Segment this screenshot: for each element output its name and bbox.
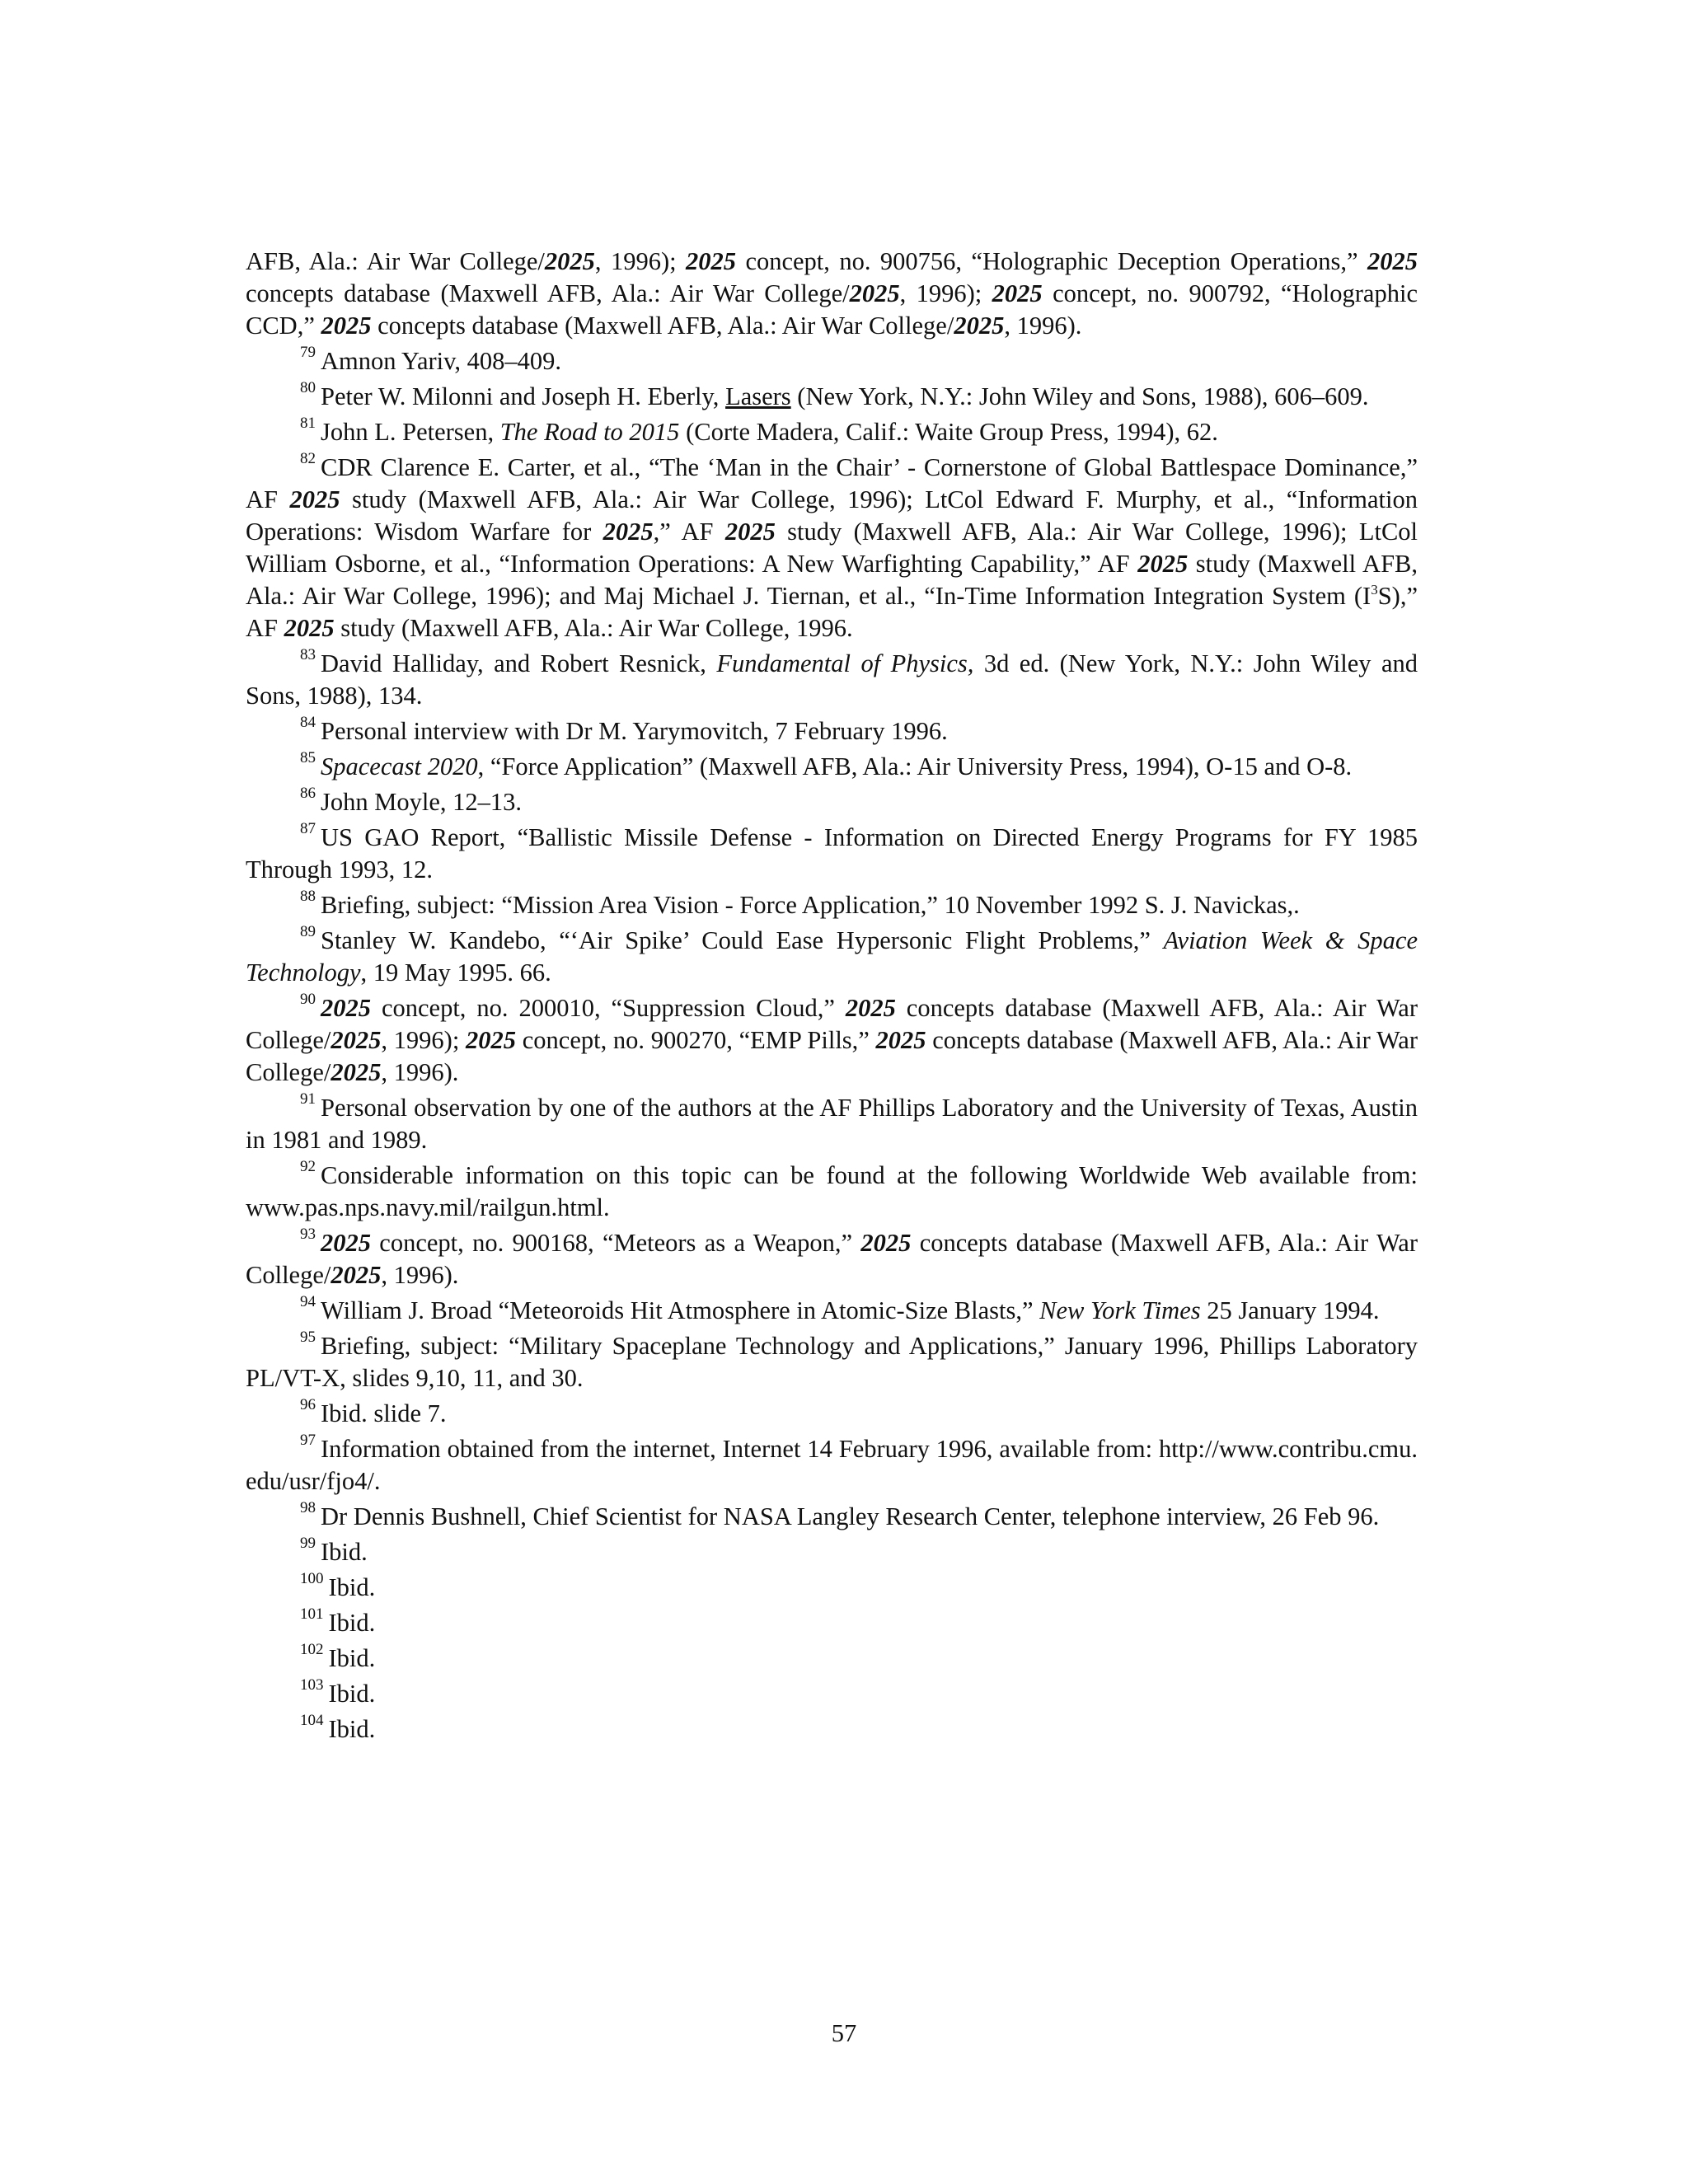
footnote-text: 25 January 1994. [1200, 1296, 1380, 1324]
footnote-text: David Halliday, and Robert Resnick, [321, 649, 717, 677]
footnote-text: (New York, N.Y.: John Wiley and Sons, 1988), 606–609. [790, 382, 1369, 410]
footnote-text: AFB, Ala.: Air War College/ [246, 247, 545, 275]
footnote-text: ,” AF [653, 518, 725, 546]
study-name: 2025 [544, 247, 595, 275]
study-name: 2025 [331, 1026, 382, 1054]
footnote-text: Dr Dennis Bushnell, Chief Scientist for NASA Langley Research Center, telephone interview, 26 Feb 96. [321, 1502, 1380, 1530]
footnote-number: 90 [300, 991, 316, 1008]
footnote-text: CDR Clarence E. Carter, et al., “The ‘Man in the Chair’ - Cornerstone of Global Battlespace Dominance,” AF [246, 453, 1418, 513]
footnote-text: concepts database (Maxwell AFB, Ala.: Air War College/ [246, 994, 1418, 1054]
footnote-text: study (Maxwell AFB, Ala.: Air War College, 1996); LtCol Edward F. Murphy, et al., “Information Operations: Wisdom Warfare for [246, 485, 1418, 546]
footnote-80 [246, 381, 1418, 413]
footnote-82 [246, 452, 1418, 644]
footnote-101 [246, 1607, 1418, 1639]
footnote-text: Personal interview with Dr M. Yarymovitch, 7 February 1996. [321, 717, 948, 745]
footnote-text: Ibid. [328, 1644, 376, 1672]
study-name: 2025 [466, 1026, 517, 1054]
page-number: 57 [831, 2019, 857, 2047]
footnote-84 [246, 715, 1418, 748]
footnote-number: 86 [300, 785, 316, 802]
footnote-text: , 1996). [381, 1261, 459, 1289]
study-name: 2025 [331, 1058, 382, 1086]
footnote-88 [246, 889, 1418, 921]
footnote-text: Ibid. slide 7. [321, 1399, 447, 1427]
footnote-number: 89 [300, 923, 316, 940]
footnote-text: Ibid. [328, 1609, 376, 1637]
footnote-text: Peter W. Milonni and Joseph H. Eberly, [321, 382, 726, 410]
footnote-text: Ibid. [321, 1538, 368, 1566]
footnote-number: 84 [300, 714, 316, 731]
footnote-100 [246, 1572, 1418, 1604]
footnote-99 [246, 1536, 1418, 1568]
footnote-81 [246, 416, 1418, 448]
footnote-text: John L. Petersen, [321, 418, 500, 446]
footnote-text: concept, no. 900168, “Meteors as a Weapon,” [371, 1229, 861, 1257]
footnote-text: concepts database (Maxwell AFB, Ala.: Air War College/ [246, 279, 850, 307]
footnote-text: John Moyle, 12–13. [321, 788, 522, 816]
footnote-94 [246, 1295, 1418, 1327]
footnote-97 [246, 1433, 1418, 1497]
footnote-text: study (Maxwell AFB, Ala.: Air War College, 1996. [334, 614, 853, 642]
study-name: 2025 [992, 279, 1043, 307]
footnote-number: 98 [300, 1499, 316, 1516]
footnote-text: , 1996); [594, 247, 687, 275]
footnote-text: (Corte Madera, Calif.: Waite Group Press, 1994), 62. [679, 418, 1218, 446]
study-name: 2025 [1367, 247, 1418, 275]
footnote-number: 88 [300, 888, 316, 905]
footnote-text: concept, no. 900756, “Holographic Deception Operations,” [736, 247, 1367, 275]
footnote-number: 83 [300, 646, 316, 663]
footnote-104 [246, 1713, 1418, 1746]
footnote-103 [246, 1678, 1418, 1710]
book-title: Lasers [725, 382, 791, 410]
footnote-98 [246, 1501, 1418, 1533]
footnote-number: 101 [300, 1605, 324, 1623]
journal-title: Aviation Week & Space Technology [246, 926, 1418, 987]
footnote-text: concept, no. 900792, “Holographic CCD,” [246, 279, 1418, 340]
footnote-87 [246, 822, 1418, 886]
newspaper-title: New York Times [1039, 1296, 1201, 1324]
footnote-83 [246, 648, 1418, 712]
footnote-90 [246, 992, 1418, 1089]
footnote-number: 79 [300, 344, 316, 361]
footnote-78-continuation [246, 246, 1418, 342]
study-name: 2025 [321, 994, 371, 1022]
footnote-number: 82 [300, 450, 316, 467]
footnote-text: , 1996); [899, 279, 992, 307]
study-name: 2025 [331, 1261, 382, 1289]
footnote-text: Information obtained from the internet, Internet 14 February 1996, available from: http://www.contribu.cmu. edu/usr/fjo4/. [246, 1435, 1418, 1495]
study-name: 2025 [860, 1229, 912, 1257]
footnote-text: concepts database (Maxwell AFB, Ala.: Air War College/ [371, 312, 954, 340]
footnote-number: 80 [300, 379, 316, 396]
footnote-text: Amnon Yariv, 408–409. [321, 347, 562, 375]
study-name: 2025 [321, 1229, 371, 1257]
footnote-85 [246, 751, 1418, 783]
footnote-86 [246, 786, 1418, 818]
footnote-91 [246, 1092, 1418, 1156]
study-name: 2025 [849, 279, 900, 307]
footnote-text: concept, no. 900270, “EMP Pills,” [516, 1026, 876, 1054]
footnote-number: 104 [300, 1712, 324, 1729]
footnote-102 [246, 1643, 1418, 1675]
footnote-number: 97 [300, 1432, 316, 1449]
footnote-text: , “Force Application” (Maxwell AFB, Ala.: Air University Press, 1994), O-15 and O-8. [477, 752, 1353, 780]
footnote-number: 99 [300, 1535, 316, 1552]
footnote-number: 87 [300, 820, 316, 837]
footnote-text: Ibid. [328, 1715, 376, 1743]
book-title: Fundamental of Physics, [716, 649, 974, 677]
footnote-number: 96 [300, 1396, 316, 1413]
footnote-95 [246, 1330, 1418, 1394]
footnote-text: Ibid. [328, 1573, 376, 1601]
footnote-96 [246, 1398, 1418, 1430]
footnote-text: 3d ed. (New York, N.Y.: John Wiley and Sons, 1988), 134. [246, 649, 1418, 710]
footnote-number: 103 [300, 1676, 324, 1694]
footnote-text: study (Maxwell AFB, Ala.: Air War College, 1996); and Maj Michael J. Tiernan, et al., “In-Time Information Integration System (I [246, 550, 1418, 610]
footnote-number: 92 [300, 1158, 316, 1175]
footnote-text: , 1996). [1004, 312, 1082, 340]
footnote-text: study (Maxwell AFB, Ala.: Air War College, 1996); LtCol William Osborne, et al., “Information Operations: A New Warfighting Capability,” AF [246, 518, 1418, 578]
study-name: 2025 [875, 1026, 926, 1054]
footnote-text: Personal observation by one of the authors at the AF Phillips Laboratory and the University of Texas, Austin in 1981 and 1989. [246, 1094, 1418, 1154]
footnote-92 [246, 1160, 1418, 1224]
footnote-89 [246, 925, 1418, 989]
footnote-number: 85 [300, 749, 316, 766]
footnotes-section [246, 246, 1418, 1749]
footnote-text: US GAO Report, “Ballistic Missile Defense - Information on Directed Energy Programs for FY 1985 Through 1993, 12. [246, 823, 1418, 883]
footnote-text: William J. Broad “Meteoroids Hit Atmosphere in Atomic-Size Blasts,” [321, 1296, 1040, 1324]
footnote-79 [246, 345, 1418, 377]
footnote-text: concepts database (Maxwell AFB, Ala.: Air War College/ [246, 1026, 1418, 1086]
footnote-text: concepts database (Maxwell AFB, Ala.: Air War College/ [246, 1229, 1418, 1289]
footnote-text: , 19 May 1995. 66. [360, 958, 551, 987]
study-name: 2025 [724, 518, 776, 546]
footnote-text: S),” AF [246, 582, 1418, 642]
study-name: 2025 [686, 247, 737, 275]
footnote-93 [246, 1227, 1418, 1291]
footnote-text: , 1996); [381, 1026, 467, 1054]
footnote-text: Briefing, subject: “Military Spaceplane Technology and Applications,” January 1996, Phillips Laboratory PL/VT-X, slides 9,10, 11, and 30. [246, 1332, 1418, 1392]
footnote-number: 95 [300, 1329, 316, 1346]
book-title: The Road to 2015 [499, 418, 680, 446]
footnote-number: 102 [300, 1641, 324, 1658]
study-name: 2025 [954, 312, 1005, 340]
footnote-number: 81 [300, 415, 316, 432]
study-name: 2025 [284, 614, 335, 642]
footnote-number: 93 [300, 1226, 316, 1243]
study-name: 2025 [1137, 550, 1189, 578]
footnote-number: 100 [300, 1570, 324, 1587]
footnote-number: 91 [300, 1090, 316, 1108]
study-name: 2025 [603, 518, 654, 546]
footnote-text: Ibid. [328, 1680, 376, 1708]
study-name: 2025 [321, 312, 372, 340]
footnote-text: concept, no. 200010, “Suppression Cloud,” [371, 994, 846, 1022]
footnote-number: 94 [300, 1293, 316, 1310]
footnote-text: Considerable information on this topic can be found at the following Worldwide Web available from: www.pas.nps.navy.mil/railgun.html. [246, 1161, 1418, 1221]
study-name: 2025 [845, 994, 896, 1022]
study-name: 2025 [289, 485, 340, 513]
book-title: Spacecast 2020 [321, 752, 478, 780]
footnote-text: Stanley W. Kandebo, “‘Air Spike’ Could Ease Hypersonic Flight Problems,” [321, 926, 1164, 954]
footnote-text: , 1996). [381, 1058, 459, 1086]
superscript: 3 [1371, 582, 1378, 598]
footnote-text: Briefing, subject: “Mission Area Vision - Force Application,” 10 November 1992 S. J. Navickas,. [321, 891, 1300, 919]
